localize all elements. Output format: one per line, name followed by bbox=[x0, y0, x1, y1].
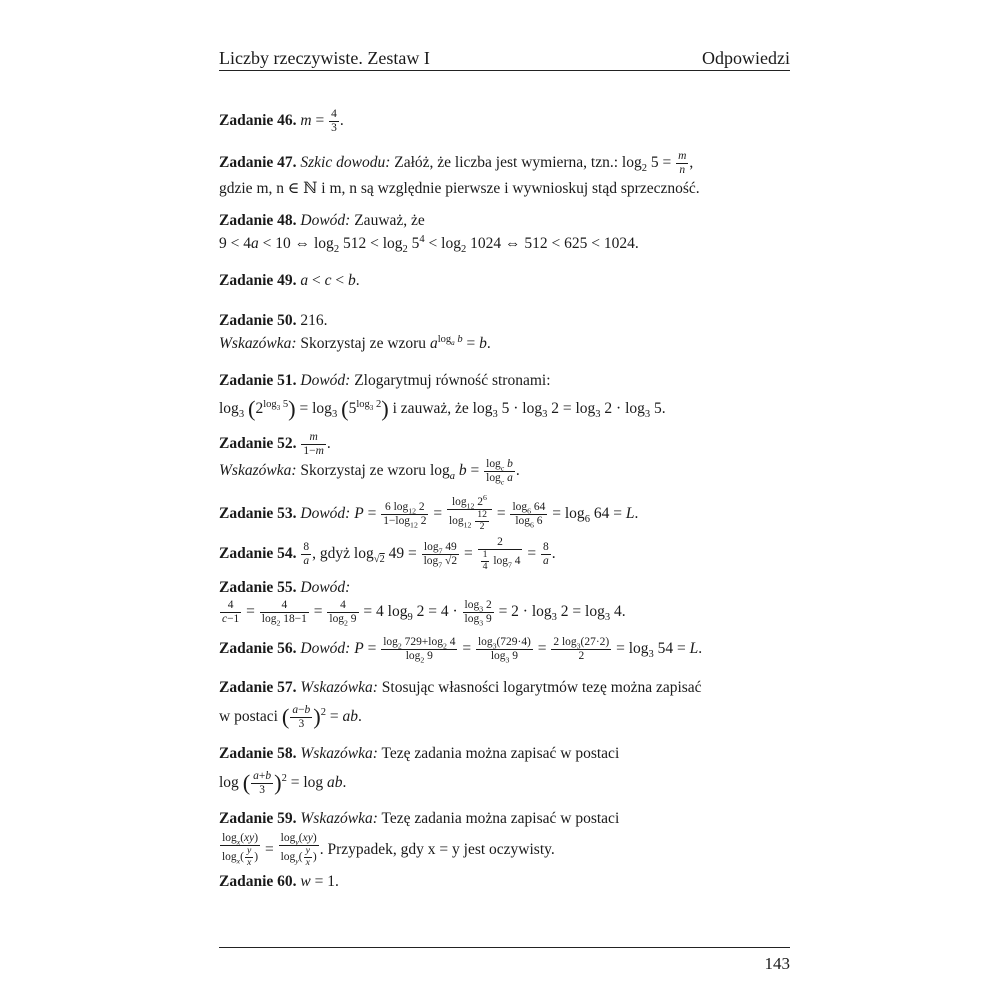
header-rule bbox=[219, 70, 790, 71]
formula: P = $\frac{\log_2 729+\log_2 4}{\log_2 9}$ = $\frac{\log_3(729\cdot 4)}{\log_3 9}$ = $\frac{2 \log_3(27\cdot 2)}{2}$ = $\log_3 54 = L$. bbox=[354, 636, 703, 665]
task-label: Zadanie 50. bbox=[219, 312, 297, 329]
formula: $\log_x(xy)$ $\log_x$( $\frac{y}{x}$ ) = $\log_y(xy)$ $\log_y$( $\frac{y}{x}$ ) . bbox=[222, 832, 324, 868]
formula: $\log_a b$ = $\frac{\log_c b}{\log_c a}$ . bbox=[429, 457, 520, 486]
task-text: Zlogarytmuj równość stronami: bbox=[354, 372, 551, 389]
task-text: w postaci bbox=[219, 707, 278, 725]
formula: w = 1. bbox=[300, 873, 339, 890]
header-title: Liczby rzeczywiste. Zestaw I bbox=[219, 48, 430, 68]
task-text: Załóż, że liczba jest wymierna, tzn.: bbox=[394, 153, 619, 171]
running-header bbox=[219, 48, 790, 69]
task-text: Tezę zadania można zapisać w postaci bbox=[381, 810, 620, 827]
task-kind: Dowód: bbox=[300, 579, 351, 596]
task-kind: Dowód: bbox=[300, 639, 351, 657]
task-text: Przypadek, gdy x = y jest oczywisty. bbox=[327, 840, 555, 858]
formula: ( $\frac{a-b}{3}$ )$^2$ = ab. bbox=[281, 703, 362, 730]
task-46 bbox=[219, 108, 794, 135]
task-58 bbox=[219, 742, 794, 797]
formula: $\log_2 5$ = $\frac{m}{n}$ , bbox=[621, 150, 694, 176]
task-label: Zadanie 48. bbox=[219, 212, 297, 229]
header-section: Odpowiedzi bbox=[702, 48, 790, 68]
task-kind: Wskazówka: bbox=[300, 810, 378, 827]
task-label: Zadanie 46. bbox=[219, 111, 297, 129]
formula: log ( $\frac{a+b}{3}$ )$^2$ = log ab. bbox=[219, 769, 347, 796]
task-kind: Dowód: bbox=[300, 212, 351, 229]
footer-rule bbox=[219, 947, 790, 948]
task-label: Zadanie 53. bbox=[219, 504, 297, 522]
formula: $\log_{√2} 49$ = $\frac{\log_7 49}{\log_7 √2}$ = 2 $\frac{1}{4}$ $\log_7 4$ = $\frac{8}{a}$ . bbox=[353, 536, 556, 572]
task-label: Zadanie 52. bbox=[219, 434, 297, 452]
formula: $\frac{m}{1-m}$ . bbox=[303, 431, 331, 457]
task-text: Skorzystaj ze wzoru bbox=[300, 335, 427, 352]
task-53 bbox=[219, 493, 794, 533]
task-kind: Dowód: bbox=[300, 504, 351, 522]
task-text: gdzie m, n ∈ ℕ i m, n są względnie pierwsze i wywnioskuj stąd sprzeczność. bbox=[219, 179, 700, 197]
task-kind: Wskazówka: bbox=[300, 679, 378, 696]
formula: $\log_3 (2^{log_3 5}) = \log_3 (5^{log_3 2})$ bbox=[219, 396, 389, 421]
task-60 bbox=[219, 870, 794, 893]
task-51 bbox=[219, 369, 794, 420]
formula: $a^{log_a b} = b$. bbox=[429, 333, 491, 352]
task-52 bbox=[219, 431, 794, 484]
task-label: Zadanie 54. bbox=[219, 544, 297, 562]
task-label: Zadanie 49. bbox=[219, 272, 297, 289]
task-kind: Dowód: bbox=[300, 372, 351, 389]
formula: $\frac{8}{a}$ , bbox=[303, 540, 316, 567]
task-text: Skorzystaj ze wzoru bbox=[300, 461, 427, 479]
task-label: Zadanie 57. bbox=[219, 679, 297, 696]
task-57 bbox=[219, 676, 794, 731]
task-48 bbox=[219, 209, 794, 255]
task-59 bbox=[219, 807, 794, 869]
task-text: gdyż bbox=[319, 544, 351, 562]
task-kind: Wskazówka: bbox=[300, 745, 378, 762]
task-hint: Wskazówka: bbox=[219, 335, 297, 352]
task-label: Zadanie 56. bbox=[219, 639, 297, 657]
task-label: Zadanie 59. bbox=[219, 810, 297, 827]
formula: a < c < b. bbox=[300, 272, 360, 289]
task-hint: Wskazówka: bbox=[219, 461, 297, 479]
formula: $\frac{4}{c-1}$ = $\frac{4}{\log_2 18-1}$ = $\frac{4}{\log_2 9}$ = 4 $\log_9 2 = 4$ · $\frac{\log_3 2}{\log_3 9}$ = $2 \cdot \log_3 2 = \log_3 4$. bbox=[222, 599, 626, 628]
task-49 bbox=[219, 269, 794, 292]
task-kind: Szkic dowodu: bbox=[300, 153, 391, 171]
task-text: Tezę zadania można zapisać w postaci bbox=[381, 745, 620, 762]
task-label: Zadanie 47. bbox=[219, 153, 297, 171]
task-answer: 216. bbox=[300, 312, 328, 329]
task-50 bbox=[219, 309, 794, 355]
formula: m = $\frac{4}{3}$ . bbox=[300, 108, 344, 134]
task-label: Zadanie 55. bbox=[219, 579, 297, 596]
task-text: Stosując własności logarytmów tezę można zapisać bbox=[381, 679, 702, 696]
task-label: Zadanie 58. bbox=[219, 745, 297, 762]
page-number: 143 bbox=[764, 954, 790, 973]
task-text: i zauważ, że bbox=[392, 400, 469, 417]
formula: 9 < 4a < 10 ⇔ $\log_2 512 < \log_2 5^4 < \log_2 1024$ ⇔ 512 < 625 < 1024. bbox=[219, 233, 639, 256]
task-47 bbox=[219, 150, 794, 200]
formula: $\log_3 5 \cdot \log_3 2 = \log_3 2 \cdot \log_3 5$. bbox=[472, 400, 666, 421]
formula: P = $\frac{6 \log_{12} 2}{1-\log_{12} 2}$ = $\log_{12} 2^6$ $\log_{12}$ $\frac{12}{2}$ = $\frac{\log_6 64}{\log_6 6}$ = $\log_6 64 = L$. bbox=[354, 493, 639, 532]
task-56 bbox=[219, 636, 794, 663]
task-55 bbox=[219, 576, 794, 626]
task-54 bbox=[219, 536, 794, 573]
task-label: Zadanie 60. bbox=[219, 873, 297, 890]
task-text: Zauważ, że bbox=[354, 212, 425, 229]
task-label: Zadanie 51. bbox=[219, 372, 297, 389]
